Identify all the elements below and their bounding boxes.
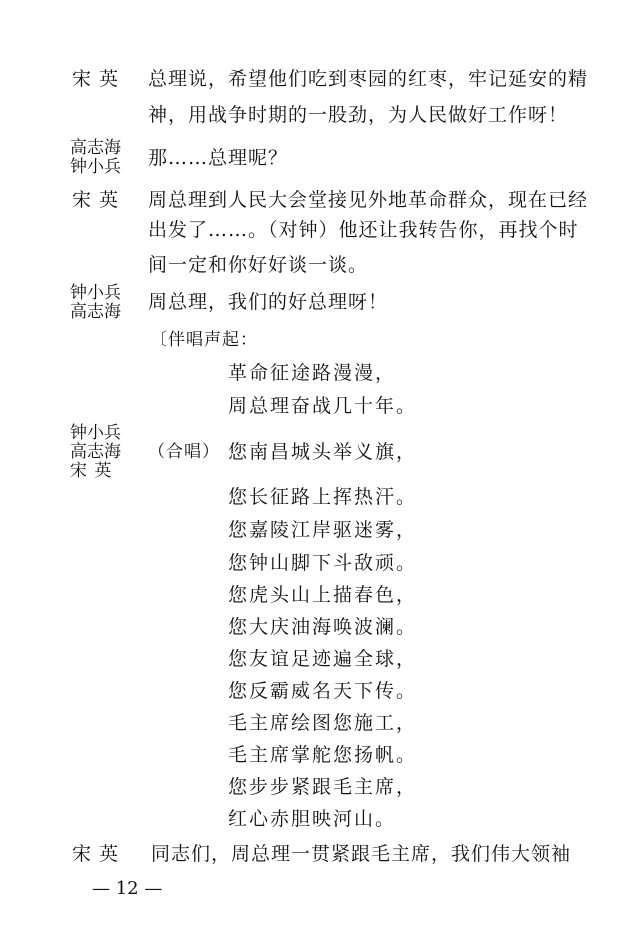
chorus-direction: （合唱） [148, 442, 220, 462]
dialogue-line: 神，用战争时期的一股劲，为人民做好工作呀！ [148, 104, 569, 126]
verse-line: 毛主席掌舵您扬帆。 [228, 744, 418, 766]
speaker-zhong-xiaobing: 钟小兵 [70, 283, 121, 303]
dialogue-line: 同志们，周总理一贯紧跟毛主席，我们伟大领袖 [151, 843, 572, 865]
stage-direction: 〔伴唱声起： [150, 330, 258, 350]
verse-line: 您友谊足迹遍全球， [228, 648, 418, 670]
speaker-zhong-xiaobing: 钟小兵 [70, 423, 121, 443]
dialogue-line: 周总理到人民大会堂接见外地革命群众，现在已经 [148, 189, 589, 211]
verse-line: 您反霸威名天下传。 [228, 680, 418, 702]
speaker-song-ying: 宋 英 [72, 189, 120, 211]
dialogue-line: 间一定和你好好谈一谈。 [148, 254, 369, 276]
page-number: — 12 — [92, 878, 163, 899]
verse-line: 周总理奋战几十年。 [228, 395, 418, 417]
speaker-song-ying: 宋 英 [72, 68, 120, 90]
speaker-gao-zhihai: 高志海 [70, 138, 121, 158]
speaker-gao-zhihai: 高志海 [70, 442, 121, 462]
speaker-zhong-xiaobing: 钟小兵 [70, 157, 121, 177]
dialogue-line: 出发了……。（对钟）他还让我转告你，再找个时 [148, 219, 579, 241]
verse-line: 您钟山脚下斗敌顽。 [228, 552, 418, 574]
verse-line: 您南昌城头举义旗， [228, 441, 418, 463]
verse-line: 您长征路上挥热汗。 [228, 486, 418, 508]
dialogue-line: 总理说，希望他们吃到枣园的红枣，牢记延安的精 [148, 68, 589, 90]
verse-line: 您嘉陵江岸驱迷雾， [228, 519, 418, 541]
verse-line: 毛主席绘图您施工， [228, 712, 418, 734]
speaker-song-ying: 宋 英 [70, 461, 113, 481]
dialogue-line: 那……总理呢？ [148, 147, 289, 169]
verse-line: 红心赤胆映河山。 [228, 808, 397, 830]
verse-line: 您虎头山上描春色， [228, 584, 418, 606]
verse-line: 您步步紧跟毛主席， [228, 776, 418, 798]
speaker-song-ying: 宋 英 [72, 843, 120, 865]
verse-line: 您大庆油海唤波澜。 [228, 616, 418, 638]
verse-line: 革命征途路漫漫， [228, 362, 397, 384]
dialogue-line: 周总理，我们的好总理呀！ [148, 291, 389, 313]
speaker-gao-zhihai: 高志海 [70, 302, 121, 322]
